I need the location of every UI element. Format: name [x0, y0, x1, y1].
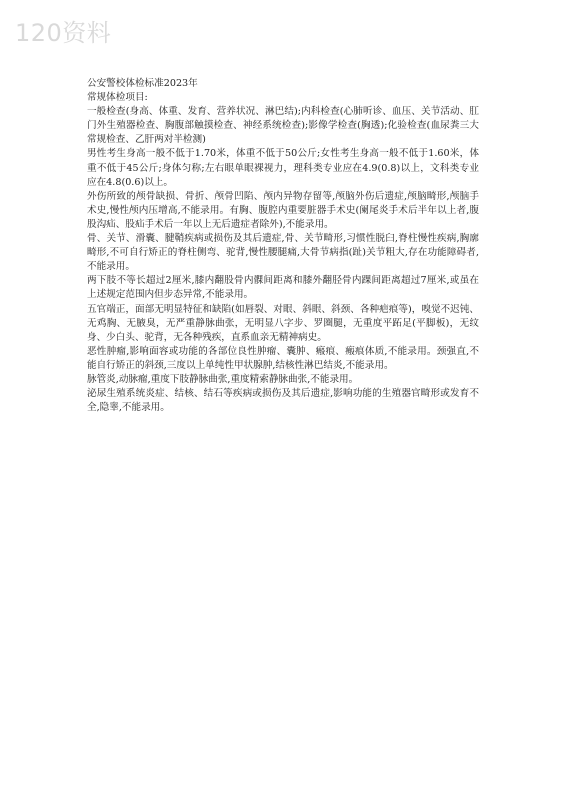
- document-body: [87, 77, 479, 415]
- paragraph-tumors: 恶性肿瘤,影响面容或功能的各部位良性肿瘤、囊肿、瘢痕、瘢痕体质,不能录用。颈强直,不能自行矫正的斜颈,三度以上单纯性甲状腺肿,结核性淋巴结炎,不能录用。: [87, 345, 479, 371]
- paragraph-vascular: 脉管炎,动脉瘤,重度下肢静脉曲张,重度精索静脉曲张,不能录用。: [87, 373, 359, 385]
- paragraph-bones-joints: 骨、关节、滑囊、腱鞘疾病或损伤及其后遗症,骨、关节畸形,习惯性脱臼,脊柱慢性疾病,胸廓畸形,不可自行矫正的脊柱侧弯、驼背,慢性腰腿痛,大骨节病指(趾)关节粗大,存在功能障碍者,不能录用。: [87, 233, 479, 273]
- watermark-text: 120资料: [15, 19, 112, 47]
- document-title: 公安警校体检标准2023年: [87, 78, 198, 89]
- paragraph-urogenital: 泌尿生殖系统炎症、结核、结石等疾病或损伤及其后遗症,影响功能的生殖器官畸形或发育不全,隐睾,不能录用。: [87, 388, 479, 414]
- paragraph-height-weight-vision: 男性考生身高一般不低于1.70米，体重不低于50公斤;女性考生身高一般不低于1.60米，体重不低于45公斤;身体匀称;左右眼单眼裸视力，理科类专业应在4.9(0.8)以上，文科类专业应在4.8(0.6)以上。: [87, 148, 479, 188]
- section-heading: 常规体检项目:: [87, 92, 148, 104]
- paragraph-facial-features: 五官端正，面部无明显特征和缺陷(如唇裂、对眼、斜眼、斜颈、各种疤痕等)，嗅觉不迟钝、无鸡胸、无腋臭，无严重静脉曲张，无明显八字步、罗圈腿，无重度平跖足(平脚板)，无纹身、少白头、驼背，无各种残疾，直系血亲无精神病史。: [87, 303, 479, 343]
- paragraph-lower-limbs: 两下肢不等长超过2厘米,膝内翻股骨内髁间距离和膝外翻胫骨内踝间距离超过7厘米,或虽在上述规定范围内但步态异常,不能录用。: [87, 275, 479, 301]
- paragraph-general-exam: 一般检查(身高、体重、发育、营养状况、淋巴结);内科检查(心肺听诊、血压、关节活动、肛门外生殖器检查、胸腹部触摸检查、神经系统检查);影像学检查(胸透);化验检查(血尿粪三大常规检查、乙肝两对半检测): [87, 106, 479, 146]
- paragraph-trauma-surgery: 外伤所致的颅骨缺损、骨折、颅骨凹陷、颅内异物存留等,颅脑外伤后遗症,颅脑畸形,颅脑手术史,慢性颅内压增高,不能录用。有胸、腹腔内重要脏器手术史(阑尾炎手术后半年以上者,腹股沟疝、股疝手术后一年以上无后遗症者除外),不能录用。: [87, 190, 479, 230]
